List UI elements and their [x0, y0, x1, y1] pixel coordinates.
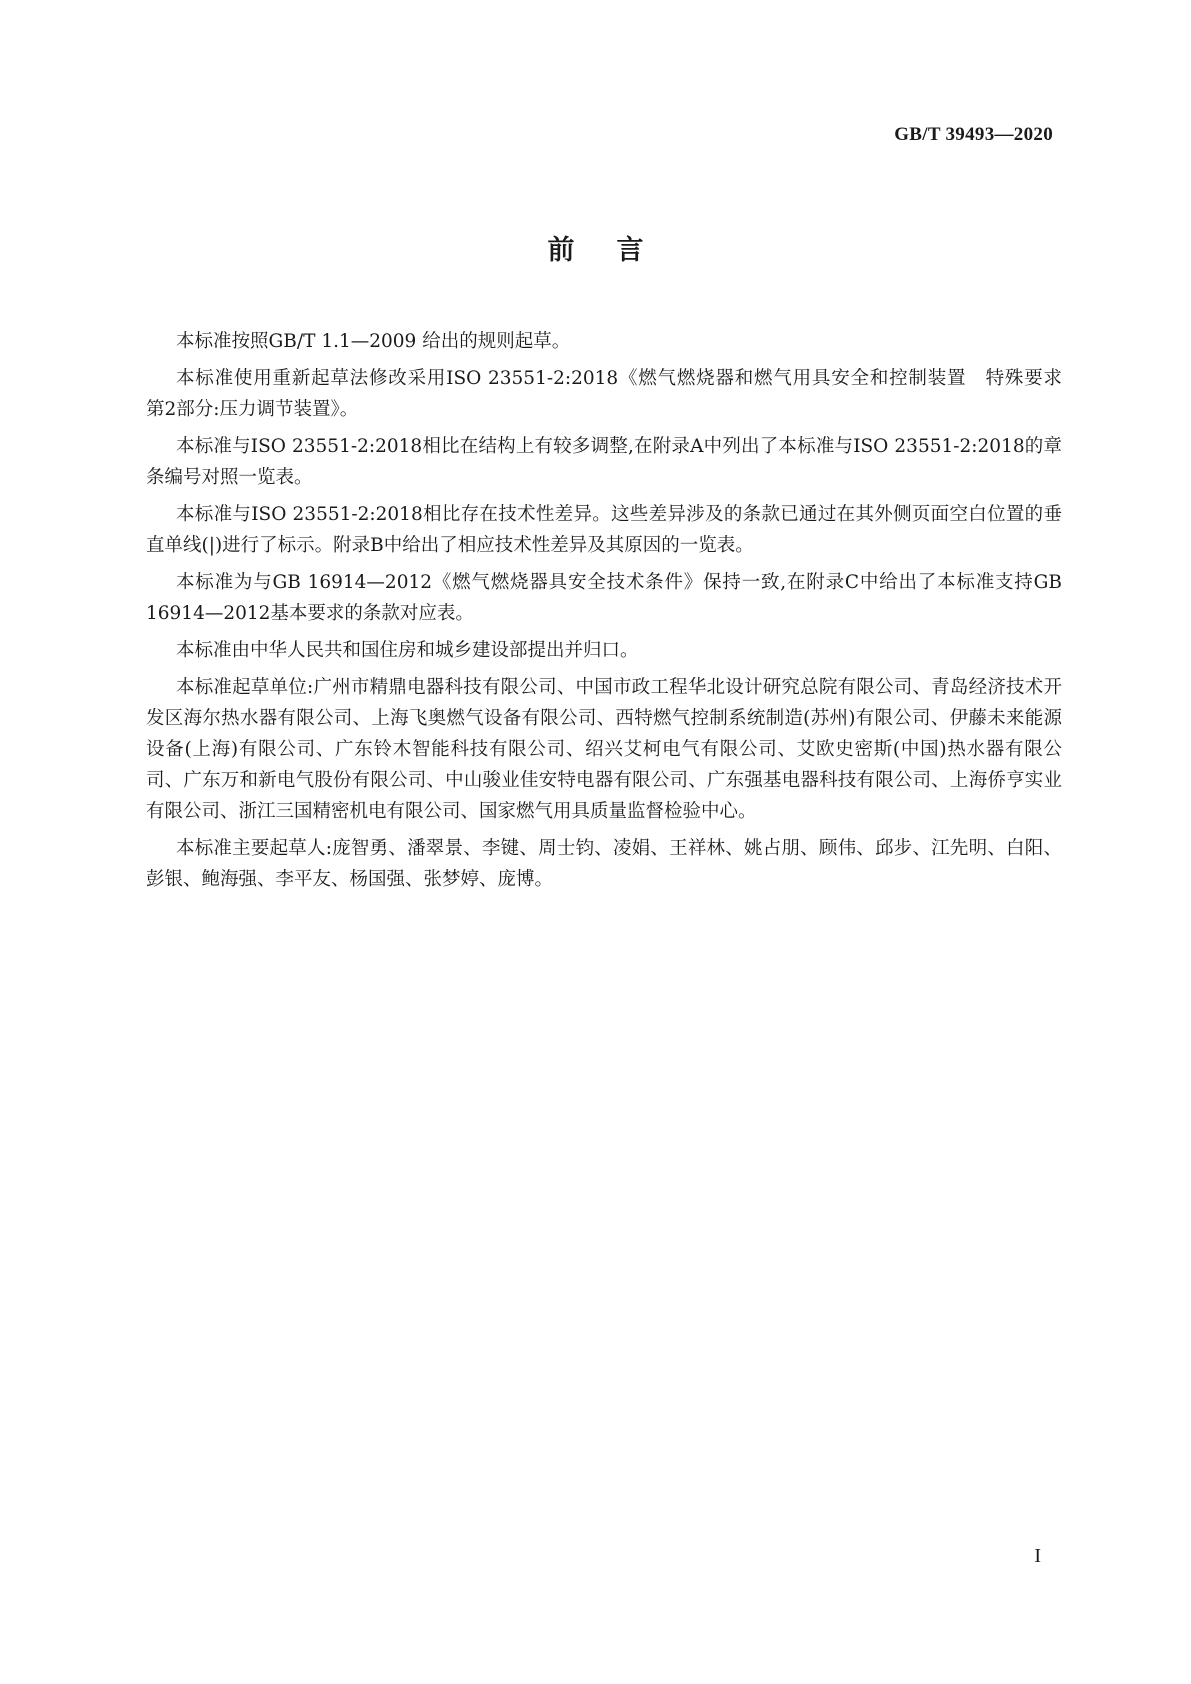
page-number: I	[1034, 1545, 1041, 1567]
foreword-body	[146, 326, 1081, 901]
paragraph-proposer: 本标准由中华人民共和国住房和城乡建设部提出并归口。	[176, 640, 639, 661]
paragraph-technical-differences: 本标准与ISO 23551-2:2018相比存在技术性差异。这些差异涉及的条款已通过在其外侧页面空白位置的垂直单线(|)进行了标示。附录B中给出了相应技术性差异及其原因的一览表。	[146, 504, 1062, 556]
paragraph-structure-changes: 本标准与ISO 23551-2:2018相比在结构上有较多调整,在附录A中列出了本标准与ISO 23551-2:2018的章条编号对照一览表。	[146, 436, 1062, 488]
paragraph-drafting-rules: 本标准按照GB/T 1.1—2009 给出的规则起草。	[176, 331, 571, 352]
paragraph-drafting-units: 本标准起草单位:广州市精鼎电器科技有限公司、中国市政工程华北设计研究总院有限公司、青岛经济技术开发区海尔热水器有限公司、上海飞奥燃气设备有限公司、西特燃气控制系统制造(苏州)有限公司、伊藤未来能源设备(上海)有限公司、广东铃木智能科技有限公司、绍兴艾柯电气有限公司、艾欧史密斯(中国)热水器有限公司、广东万和新电气股份有限公司、中山骏业佳安特电器有限公司、广东强基电器科技有限公司、上海侨亨实业有限公司、浙江三国精密机电有限公司、国家燃气用具质量监督检验中心。	[146, 677, 1062, 822]
page-title: 前言	[547, 235, 686, 266]
paragraph-adoption: 本标准使用重新起草法修改采用ISO 23551-2:2018《燃气燃烧器和燃气用具安全和控制装置 特殊要求 第2部分:压力调节装置》。	[146, 368, 1081, 420]
paragraph-gb16914-consistency: 本标准为与GB 16914—2012《燃气燃烧器具安全技术条件》保持一致,在附录C中给出了本标准支持GB 16914—2012基本要求的条款对应表。	[146, 572, 1062, 624]
standard-number: GB/T 39493—2020	[894, 124, 1053, 145]
paragraph-main-drafters: 本标准主要起草人:庞智勇、潘翠景、李键、周士钧、凌娟、王祥林、姚占朋、顾伟、邱步、江先明、白阳、彭银、鲍海强、李平友、杨国强、张梦婷、庞博。	[146, 838, 1062, 890]
